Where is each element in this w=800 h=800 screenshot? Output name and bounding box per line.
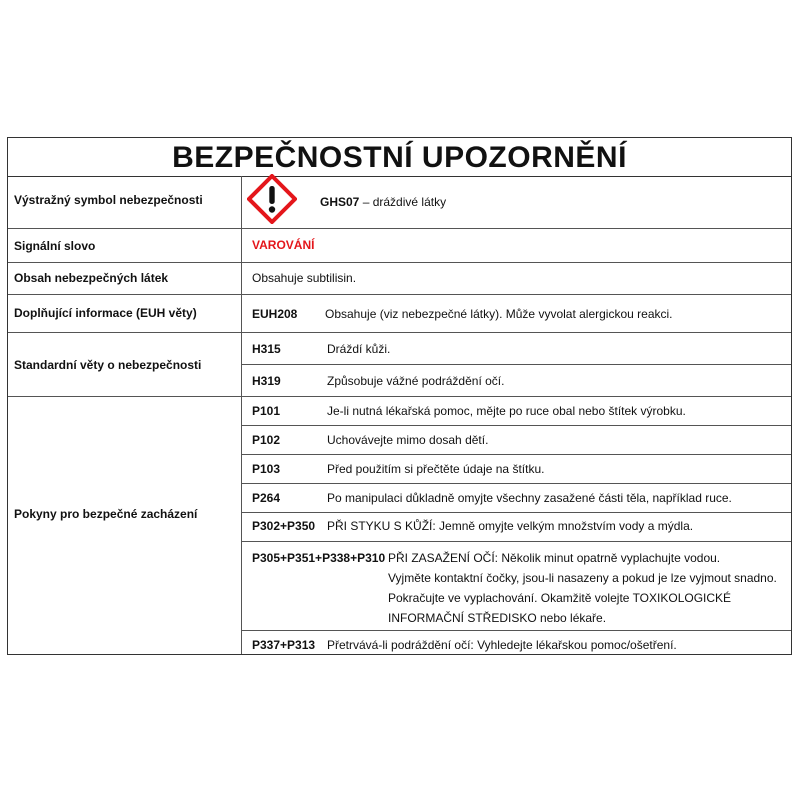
ghs-code: GHS07 — [320, 195, 360, 209]
p-text: Před použitím si přečtěte údaje na štítku. — [327, 462, 545, 476]
signal-word: VAROVÁNÍ — [252, 238, 315, 252]
h-code: H319 — [252, 374, 281, 388]
p-code: P103 — [252, 462, 281, 476]
label-euh-statements: Doplňující informace (EUH věty) — [14, 306, 197, 320]
p-code: P302+P350 — [252, 519, 316, 533]
p-text-line: Vyjměte kontaktní čočky, jsou-li nasazeny a pokud je lze vyjmout snadno. — [388, 571, 777, 585]
label-signal-word: Signální slovo — [14, 239, 96, 253]
label-p-statements: Pokyny pro bezpečné zacházení — [14, 507, 198, 521]
p-code: P101 — [252, 404, 281, 418]
label-hazardous-content: Obsah nebezpečných látek — [14, 271, 169, 285]
p-text: PŘI STYKU S KŮŽÍ: Jemně omyjte velkým množstvím vody a mýdla. — [327, 519, 694, 533]
euh-text: Obsahuje (viz nebezpečné látky). Může vyvolat alergickou reakci. — [325, 307, 673, 321]
euh-code: EUH208 — [252, 307, 298, 321]
h-text: Způsobuje vážné podráždění očí. — [327, 374, 505, 388]
p-text-line: INFORMAČNÍ STŘEDISKO nebo lékaře. — [388, 611, 607, 625]
p-code: P337+P313 — [252, 638, 316, 652]
p-code: P305+P351+P338+P310 — [252, 551, 386, 565]
p-text-line: PŘI ZASAŽENÍ OČÍ: Několik minut opatrně vyplachujte vodou. — [388, 551, 721, 565]
p-text: Je-li nutná lékařská pomoc, mějte po ruce obal nebo štítek výrobku. — [327, 404, 686, 418]
label-h-statements: Standardní věty o nebezpečnosti — [14, 358, 202, 372]
ghs-code-line — [320, 195, 446, 209]
hazardous-content-text: Obsahuje subtilisin. — [252, 271, 357, 285]
ghs-description: – dráždivé látky — [362, 195, 447, 209]
p-code: P264 — [252, 491, 281, 505]
label-hazard-symbol: Výstražný symbol nebezpečnosti — [14, 193, 203, 207]
page-title: BEZPEČNOSTNÍ UPOZORNĚNÍ — [8, 138, 791, 177]
p-text-line: Pokračujte ve vyplachování. Okamžitě volejte TOXIKOLOGICKÉ — [388, 591, 732, 605]
p-code: P102 — [252, 433, 281, 447]
ghs07-exclamation-icon — [247, 174, 297, 224]
p-text: Přetrvává-li podráždění očí: Vyhledejte lékařskou pomoc/ošetření. — [327, 638, 677, 652]
h-code: H315 — [252, 342, 281, 356]
p-text: Uchovávejte mimo dosah dětí. — [327, 433, 489, 447]
h-text: Dráždí kůži. — [327, 342, 391, 356]
p-text: Po manipulaci důkladně omyjte všechny zasažené části těla, například ruce. — [327, 491, 732, 505]
